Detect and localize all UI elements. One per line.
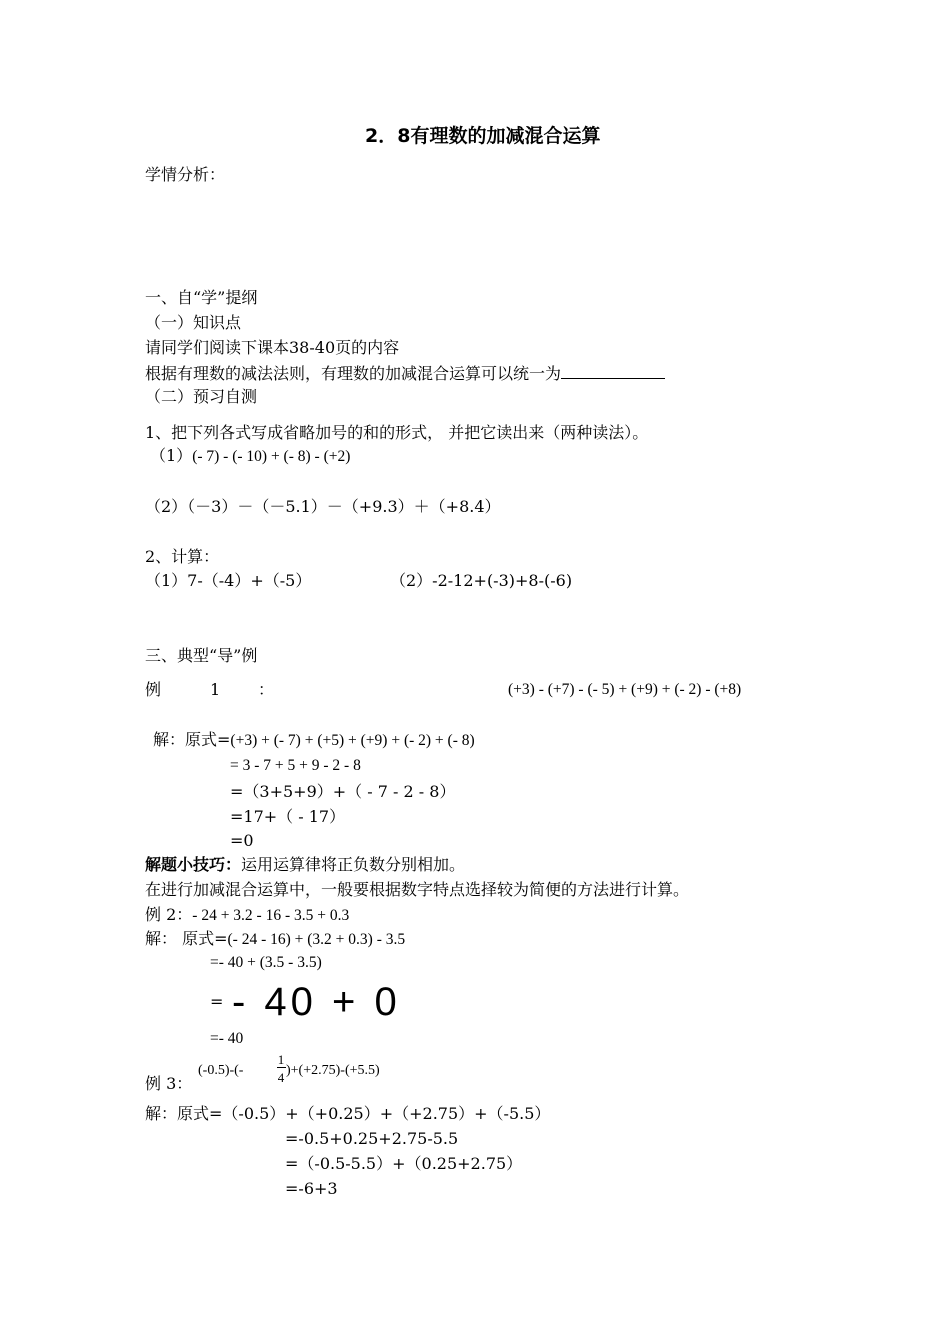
rule-text: 根据有理数的减法法则，有理数的加减混合运算可以统一为 xyxy=(145,364,562,383)
reading-instruction: 请同学们阅读下课本38-40页的内容 xyxy=(145,338,400,357)
example2-expression: - 24 + 3.2 - 16 - 3.5 + 0.3 xyxy=(192,907,350,924)
example1-label: 例 xyxy=(145,680,162,699)
question-2-2: （2）-2-12+(-3)+8-(-6) xyxy=(390,571,573,590)
knowledge-subheading: （一）知识点 xyxy=(145,313,242,332)
question-1-1 xyxy=(150,446,350,467)
solution1-line2: = 3 - 7 + 5 + 9 - 2 - 8 xyxy=(230,757,361,774)
solution3-line4: =-6+3 xyxy=(285,1179,338,1198)
tip-text: 运用运算律将正负数分别相加。 xyxy=(241,855,466,874)
self-test-subheading: （二）预习自测 xyxy=(145,387,258,406)
tip-label: 解题小技巧： xyxy=(145,855,242,874)
example2 xyxy=(145,905,349,926)
question-1-1-label: （1） xyxy=(150,446,193,465)
answer-blank[interactable] xyxy=(561,362,665,379)
example1-expression: (+3) - (+7) - (- 5) + (+9) + (- 2) - (+8) xyxy=(508,681,742,698)
solution3-line3: =（-0.5-5.5）+（0.25+2.75） xyxy=(285,1154,523,1173)
page-title: 2．8有理数的加减混合运算 xyxy=(365,125,601,147)
example1-colon: ： xyxy=(258,680,275,699)
solution2-line1: (- 24 - 16) + (3.2 + 0.3) - 3.5 xyxy=(227,931,406,948)
solution1-line5: =0 xyxy=(230,831,254,850)
question-1-2: （2）（－3）－（－5.1）－（+9.3）＋（+8.4） xyxy=(145,497,501,516)
section3-heading: 三、典型“导”例 xyxy=(145,646,258,665)
solution2-label: 解： 原式= xyxy=(145,929,228,948)
solution2-line3-big: - 40 + 0 xyxy=(232,980,401,1024)
solution2-line3-eq: = xyxy=(210,992,224,1011)
solution3-label: 解：原式= xyxy=(145,1104,223,1123)
example3-fraction-denominator: 4 xyxy=(277,1070,285,1085)
example2-label: 例 2： xyxy=(145,905,193,924)
solution2 xyxy=(145,929,405,950)
question-1-1-expr: (- 7) - (- 10) + (- 8) - (+2) xyxy=(192,448,351,465)
analysis-label: 学情分析： xyxy=(145,165,226,184)
tip-line xyxy=(145,855,465,875)
solution3-line1: （-0.5）+（+0.25）+（+2.75）+（-5.5） xyxy=(222,1104,551,1123)
section1-heading: 一、自“学”提纲 xyxy=(145,288,258,307)
solution2-line4: =- 40 xyxy=(210,1030,244,1047)
rule-statement xyxy=(145,362,665,384)
question-1: 1、把下列各式写成省略加号的和的形式， 并把它读出来（两种读法）。 xyxy=(145,423,649,442)
example3-fraction-bar xyxy=(277,1067,286,1068)
solution1-line1: (+3) + (- 7) + (+5) + (+9) + (- 2) + (- 8) xyxy=(230,732,475,749)
example3-label: 例 3： xyxy=(145,1074,193,1093)
example3-expression-a: (-0.5)-(- xyxy=(198,1063,244,1078)
solution3 xyxy=(145,1104,550,1124)
solution2-line2: =- 40 + (3.5 - 3.5) xyxy=(210,954,322,971)
solution3-line2: =-0.5+0.25+2.75-5.5 xyxy=(285,1129,459,1148)
solution1-line4: =17+（ - 17） xyxy=(230,807,346,826)
question-2: 2、计算： xyxy=(145,547,220,566)
solution1-line3: =（3+5+9）+（ - 7 - 2 - 8） xyxy=(230,782,456,801)
example1-number: 1 xyxy=(210,680,221,699)
example3-expression-b: )+(+2.75)-(+5.5) xyxy=(286,1063,380,1078)
solution1 xyxy=(153,730,475,751)
example3-fraction-numerator: 1 xyxy=(277,1052,285,1067)
solution1-label: 解：原式= xyxy=(153,730,231,749)
tip-line2: 在进行加减混合运算中，一般要根据数字特点选择较为简便的方法进行计算。 xyxy=(145,880,690,899)
question-2-1: （1）7-（-4）+（-5） xyxy=(145,571,312,590)
